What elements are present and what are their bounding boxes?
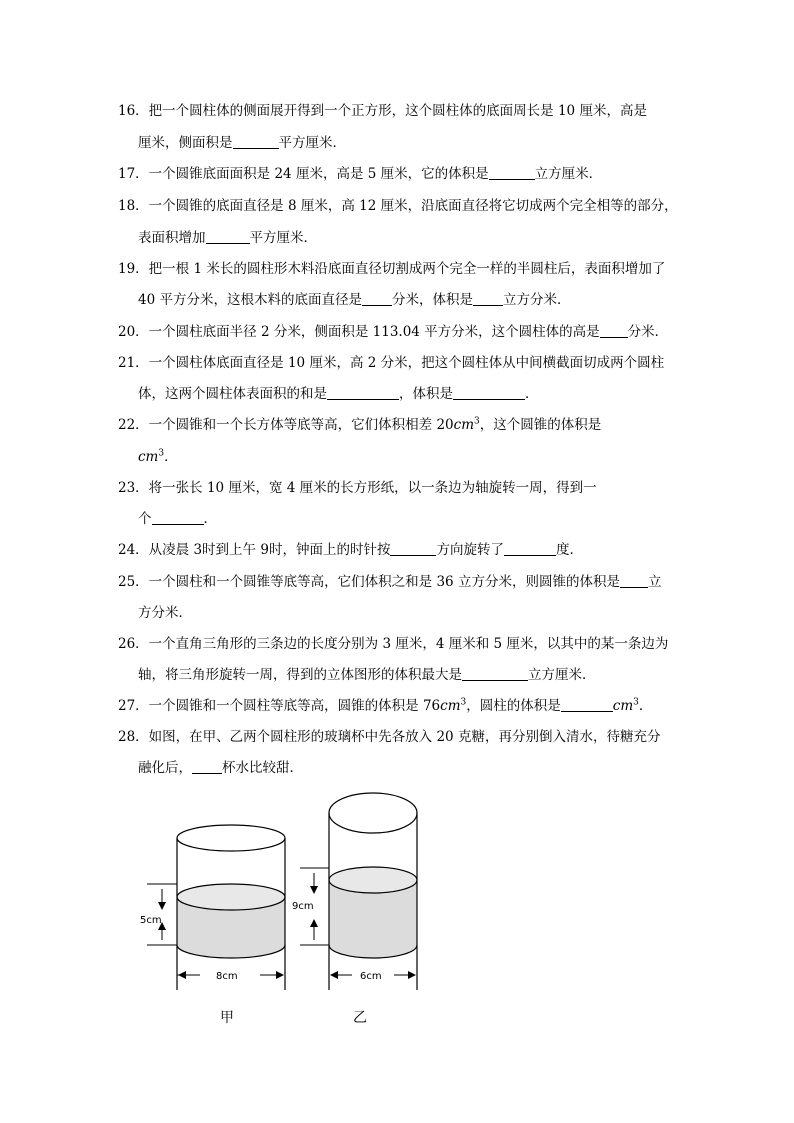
question-22-line1 xyxy=(118,415,678,435)
question-18-line1: 18．一个圆锥的底面直径是 8 厘米，高 12 厘米，沿底面直径将它切成两个完全相等的部分， xyxy=(118,198,678,214)
q28-answer-blank[interactable] xyxy=(192,759,222,774)
q25-text-a: 25．一个圆柱和一个圆锥等底等高，它们体积之和是 36 立方分米，则圆锥的体积是 xyxy=(118,574,620,590)
cylinder-jia xyxy=(140,825,285,990)
jia-water-surface xyxy=(177,884,285,910)
q27-text-c: ． xyxy=(638,698,653,714)
question-25-line2: 方分米． xyxy=(138,605,192,621)
q22-unit-exp: 3 xyxy=(474,416,480,427)
q27-text-b: ，圆柱的体积是 xyxy=(466,698,561,714)
q28-text-a: 融化后， xyxy=(138,760,192,776)
question-25-line1 xyxy=(118,572,678,592)
q18-text-b: 平方厘米． xyxy=(249,230,317,246)
q21-answer-blank-1[interactable] xyxy=(327,385,399,400)
yi-water-surface xyxy=(329,867,417,893)
question-18-line2 xyxy=(138,228,317,248)
jia-diameter-label: 8cm xyxy=(216,971,238,982)
q28-text-b: 杯水比较甜． xyxy=(222,760,303,776)
q27-unit-2: cm xyxy=(612,698,634,714)
q17-text-a: 17．一个圆锥底面面积是 24 厘米，高是 5 厘米，它的体积是 xyxy=(118,166,489,182)
cylinder-yi xyxy=(292,793,417,990)
yi-top-rim xyxy=(329,793,417,833)
question-23-line1: 23．将一张长 10 厘米，宽 4 厘米的长方形纸，以一条边为轴旋转一周，得到一 xyxy=(118,480,597,496)
question-16-line2 xyxy=(138,133,346,153)
question-20 xyxy=(118,322,678,342)
question-19-line1: 19．把一根 1 米长的圆柱形木料沿底面直径切割成两个完全一样的半圆柱后，表面积增加了 xyxy=(118,261,666,277)
q22-unit-2: cm xyxy=(138,449,159,465)
q23-text-a: 个 xyxy=(138,511,152,527)
q23-text-b: ． xyxy=(203,511,217,527)
yi-name-label: 乙 xyxy=(353,1010,367,1026)
q27-unit-exp-2: 3 xyxy=(633,697,639,708)
question-28-line1: 28．如图，在甲、乙两个圆柱形的玻璃杯中先各放入 20 克糖，再分别倒入清水，待糖充分 xyxy=(118,729,661,745)
q22-text-c: ． xyxy=(164,449,178,465)
q27-text-a: 27．一个圆锥和一个圆柱等底等高，圆锥的体积是 76 xyxy=(118,698,441,714)
q19-text-a: 40 平方分米，这根木料的底面直径是 xyxy=(138,292,362,308)
q25-text-b: 立 xyxy=(647,574,662,590)
q26-answer-blank[interactable] xyxy=(462,666,528,681)
question-21-line1: 21．一个圆柱体底面直径是 10 厘米，高 2 分米，把这个圆柱体从中间横截面切成两个圆柱 xyxy=(118,355,665,371)
jia-name-label: 甲 xyxy=(220,1010,234,1026)
q24-answer-blank-1[interactable] xyxy=(390,541,436,556)
cylinders-figure xyxy=(130,785,450,1035)
question-22-line2 xyxy=(138,447,178,467)
q18-answer-blank[interactable] xyxy=(206,229,250,244)
question-28-line2 xyxy=(138,758,303,778)
q16-text-b: 平方厘米． xyxy=(278,135,346,151)
q19-text-b: 分米，体积是 xyxy=(391,292,473,308)
question-26-line1: 26．一个直角三角形的三条边的长度分别为 3 厘米，4 厘米和 5 厘米，以其中的某一条边为 xyxy=(118,636,669,652)
q25-answer-blank[interactable] xyxy=(620,573,648,588)
q21-text-c: ． xyxy=(525,386,539,402)
question-27 xyxy=(118,696,678,716)
q17-answer-blank[interactable] xyxy=(489,165,535,180)
q22-unit: cm xyxy=(453,417,475,433)
jia-top-rim xyxy=(177,825,285,851)
yi-height-label: 9cm xyxy=(292,901,314,912)
q23-answer-blank[interactable] xyxy=(152,510,204,525)
q16-answer-blank[interactable] xyxy=(233,134,279,149)
question-17 xyxy=(118,164,678,184)
question-26-line2 xyxy=(138,665,596,685)
q21-text-a: 体，这两个圆柱体表面积的和是 xyxy=(138,386,327,402)
q27-unit: cm xyxy=(440,698,461,714)
q24-text-a: 24．从凌晨 3时到上午 9时，钟面上的时针按 xyxy=(118,542,391,558)
question-23-line2 xyxy=(138,509,217,529)
q19-answer-blank-2[interactable] xyxy=(473,291,503,306)
question-16-line1: 16．把一个圆柱体的侧面展开得到一个正方形，这个圆柱体的底面周长是 10 厘米，高是 xyxy=(118,103,647,119)
q19-text-c: 立方分米． xyxy=(502,292,571,308)
yi-diameter-label: 6cm xyxy=(360,971,382,982)
q26-text-b: 立方厘米． xyxy=(528,667,596,683)
q27-answer-blank[interactable] xyxy=(561,697,613,712)
q16-text-a: 厘米，侧面积是 xyxy=(138,135,233,151)
q24-text-b: 方向旋转了 xyxy=(436,542,504,558)
q18-text-a: 表面积增加 xyxy=(138,230,206,246)
q20-text-a: 20．一个圆柱底面半径 2 分米，侧面积是 113.04 平方分米，这个圆柱体的高是 xyxy=(118,324,600,340)
q21-text-b: ，体积是 xyxy=(399,386,453,402)
question-21-line2 xyxy=(138,384,539,404)
q19-answer-blank-1[interactable] xyxy=(362,291,392,306)
question-19-line2 xyxy=(138,290,570,310)
q24-answer-blank-2[interactable] xyxy=(504,541,556,556)
q21-answer-blank-2[interactable] xyxy=(453,385,525,400)
question-24 xyxy=(118,540,678,560)
q24-text-c: 度． xyxy=(555,542,583,558)
q20-answer-blank[interactable] xyxy=(600,323,628,338)
q22-text-a: 22．一个圆锥和一个长方体等底等高，它们体积相差 20 xyxy=(118,417,454,433)
q22-unit-exp-2: 3 xyxy=(158,448,165,459)
q20-text-b: 分米． xyxy=(627,324,669,340)
q26-text-a: 轴，将三角形旋转一周，得到的立体图形的体积最大是 xyxy=(138,667,462,683)
q22-text-b: ，这个圆锥的体积是 xyxy=(479,417,602,433)
q17-text-b: 立方厘米． xyxy=(534,166,603,182)
jia-height-label: 5cm xyxy=(140,915,162,926)
q27-unit-exp: 3 xyxy=(460,697,467,708)
